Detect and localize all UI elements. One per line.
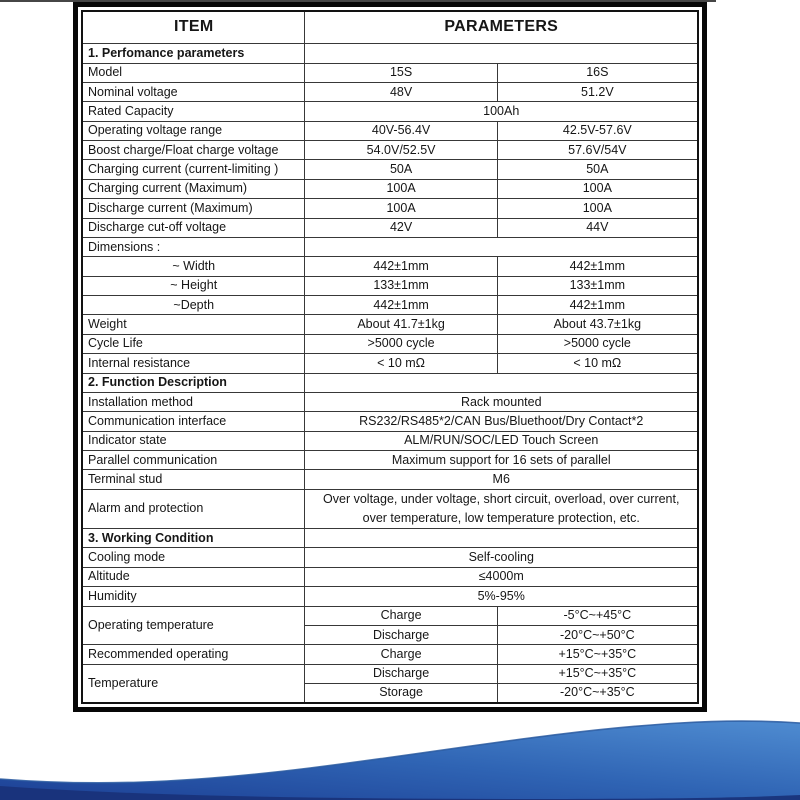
- humidity-label: Humidity: [82, 587, 305, 606]
- table-row: [82, 315, 698, 334]
- table-row: [82, 548, 698, 567]
- depth-label: ~Depth: [82, 296, 305, 315]
- altitude-label: Altitude: [82, 567, 305, 586]
- parallel-communication-label: Parallel communication: [82, 451, 305, 470]
- section-row-performance: [82, 44, 698, 63]
- charging-current-max-label: Charging current (Maximum): [82, 179, 305, 198]
- section-title-performance: 1. Perfomance parameters: [82, 44, 305, 63]
- terminal-stud-label: Terminal stud: [82, 470, 305, 489]
- table-row: [82, 431, 698, 450]
- section-empty-cell: [305, 529, 698, 548]
- altitude-value: ≤4000m: [305, 567, 698, 586]
- charging-current-max-16s: 100A: [497, 179, 698, 198]
- spec-table: [81, 10, 699, 704]
- table-header-row: [82, 11, 698, 44]
- cooling-mode-label: Cooling mode: [82, 548, 305, 567]
- table-row: [82, 121, 698, 140]
- operating-voltage-range-15s: 40V-56.4V: [305, 121, 497, 140]
- charging-current-max-15s: 100A: [305, 179, 497, 198]
- table-row: [82, 567, 698, 586]
- discharge-current-max-label: Discharge current (Maximum): [82, 199, 305, 218]
- operating-temperature-charge-value: -5°C~+45°C: [497, 606, 698, 625]
- width-15s: 442±1mm: [305, 257, 497, 276]
- indicator-state-label: Indicator state: [82, 431, 305, 450]
- temperature-storage-label: Storage: [305, 684, 497, 703]
- table-row: [82, 257, 698, 276]
- table-row: [82, 199, 698, 218]
- model-value-15s: 15S: [305, 63, 497, 82]
- table-row: [82, 334, 698, 353]
- internal-resistance-label: Internal resistance: [82, 354, 305, 373]
- boost-float-voltage-15s: 54.0V/52.5V: [305, 141, 497, 160]
- nominal-voltage-15s: 48V: [305, 82, 497, 101]
- charging-current-limiting-label: Charging current (current-limiting ): [82, 160, 305, 179]
- discharge-cutoff-voltage-16s: 44V: [497, 218, 698, 237]
- section-empty-cell: [305, 373, 698, 392]
- operating-voltage-range-label: Operating voltage range: [82, 121, 305, 140]
- table-row: [82, 470, 698, 489]
- section-title-working: 3. Working Condition: [82, 529, 305, 548]
- depth-15s: 442±1mm: [305, 296, 497, 315]
- table-row: [82, 606, 698, 625]
- weight-16s: About 43.7±1kg: [497, 315, 698, 334]
- table-row: [82, 179, 698, 198]
- dimensions-label: Dimensions :: [82, 237, 305, 256]
- recommended-operating-charge-value: +15°C~+35°C: [497, 645, 698, 664]
- communication-interface-value: RS232/RS485*2/CAN Bus/Bluethoot/Dry Contact*2: [305, 412, 698, 431]
- bottom-wave-graphic: [0, 700, 800, 800]
- width-16s: 442±1mm: [497, 257, 698, 276]
- communication-interface-label: Communication interface: [82, 412, 305, 431]
- internal-resistance-16s: < 10 mΩ: [497, 354, 698, 373]
- height-16s: 133±1mm: [497, 276, 698, 295]
- header-parameters: PARAMETERS: [305, 11, 698, 44]
- installation-method-label: Installation method: [82, 392, 305, 411]
- indicator-state-value: ALM/RUN/SOC/LED Touch Screen: [305, 431, 698, 450]
- table-row: [82, 587, 698, 606]
- table-row: [82, 102, 698, 121]
- weight-15s: About 41.7±1kg: [305, 315, 497, 334]
- charging-current-limiting-15s: 50A: [305, 160, 497, 179]
- model-value-16s: 16S: [497, 63, 698, 82]
- discharge-current-max-15s: 100A: [305, 199, 497, 218]
- wave-main-shape: [0, 721, 800, 800]
- section-row-working: [82, 529, 698, 548]
- table-row: [82, 63, 698, 82]
- operating-temperature-charge-label: Charge: [305, 606, 497, 625]
- table-row: [82, 392, 698, 411]
- section-title-function: 2. Function Description: [82, 373, 305, 392]
- operating-temperature-label: Operating temperature: [82, 606, 305, 645]
- cooling-mode-value: Self-cooling: [305, 548, 698, 567]
- table-row: [82, 218, 698, 237]
- operating-temperature-discharge-label: Discharge: [305, 625, 497, 644]
- model-label: Model: [82, 63, 305, 82]
- humidity-value: 5%-95%: [305, 587, 698, 606]
- rated-capacity-value: 100Ah: [305, 102, 698, 121]
- temperature-label: Temperature: [82, 664, 305, 703]
- table-row: [82, 412, 698, 431]
- boost-float-voltage-16s: 57.6V/54V: [497, 141, 698, 160]
- operating-voltage-range-16s: 42.5V-57.6V: [497, 121, 698, 140]
- height-15s: 133±1mm: [305, 276, 497, 295]
- section-row-dimensions: [82, 237, 698, 256]
- spec-table-frame: [73, 2, 707, 712]
- table-row: [82, 664, 698, 683]
- discharge-current-max-16s: 100A: [497, 199, 698, 218]
- table-row: [82, 82, 698, 101]
- header-item: ITEM: [82, 11, 305, 44]
- parallel-communication-value: Maximum support for 16 sets of parallel: [305, 451, 698, 470]
- temperature-storage-value: -20°C~+35°C: [497, 684, 698, 703]
- table-row: [82, 296, 698, 315]
- section-empty-cell: [305, 44, 698, 63]
- recommended-operating-label: Recommended operating: [82, 645, 305, 664]
- cycle-life-16s: >5000 cycle: [497, 334, 698, 353]
- terminal-stud-value: M6: [305, 470, 698, 489]
- charging-current-limiting-16s: 50A: [497, 160, 698, 179]
- table-row: [82, 160, 698, 179]
- operating-temperature-discharge-value: -20°C~+50°C: [497, 625, 698, 644]
- boost-float-voltage-label: Boost charge/Float charge voltage: [82, 141, 305, 160]
- cycle-life-label: Cycle Life: [82, 334, 305, 353]
- installation-method-value: Rack mounted: [305, 392, 698, 411]
- rated-capacity-label: Rated Capacity: [82, 102, 305, 121]
- table-row: [82, 354, 698, 373]
- cycle-life-15s: >5000 cycle: [305, 334, 497, 353]
- nominal-voltage-label: Nominal voltage: [82, 82, 305, 101]
- alarm-protection-value: Over voltage, under voltage, short circuit, overload, over current, over temperature, low temperature protection, etc.: [305, 489, 698, 528]
- nominal-voltage-16s: 51.2V: [497, 82, 698, 101]
- alarm-protection-label: Alarm and protection: [82, 489, 305, 528]
- recommended-operating-charge-label: Charge: [305, 645, 497, 664]
- section-row-function: [82, 373, 698, 392]
- depth-16s: 442±1mm: [497, 296, 698, 315]
- discharge-cutoff-voltage-label: Discharge cut-off voltage: [82, 218, 305, 237]
- height-label: ~ Height: [82, 276, 305, 295]
- internal-resistance-15s: < 10 mΩ: [305, 354, 497, 373]
- weight-label: Weight: [82, 315, 305, 334]
- table-row: [82, 489, 698, 528]
- discharge-cutoff-voltage-15s: 42V: [305, 218, 497, 237]
- table-row: [82, 645, 698, 664]
- table-row: [82, 451, 698, 470]
- section-empty-cell: [305, 237, 698, 256]
- temperature-discharge-value: +15°C~+35°C: [497, 664, 698, 683]
- temperature-discharge-label: Discharge: [305, 664, 497, 683]
- table-row: [82, 276, 698, 295]
- table-row: [82, 141, 698, 160]
- width-label: ~ Width: [82, 257, 305, 276]
